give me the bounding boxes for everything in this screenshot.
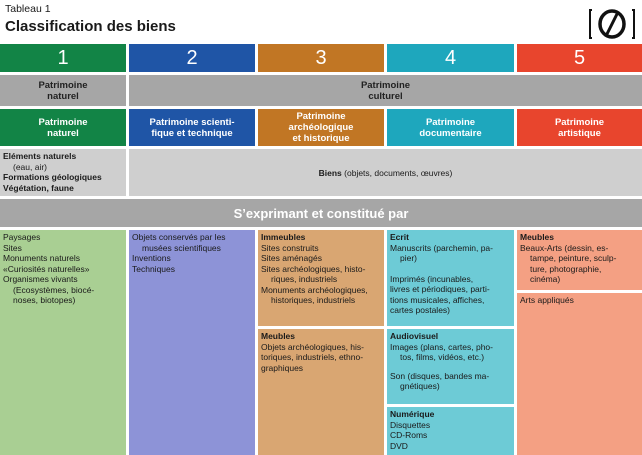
column-1-content [0, 230, 126, 455]
list-item: Objets conservés par les [132, 232, 226, 242]
expression-banner: S’exprimant et constitué par [0, 199, 642, 227]
list-item: pier) [400, 253, 418, 263]
section-title: Audiovisuel [390, 331, 439, 341]
elements-line: Végétation, faune [3, 182, 74, 193]
logo [589, 8, 635, 40]
list-item: toriques, industriels, ethno- [261, 352, 364, 362]
section-title: Immeubles [261, 232, 306, 242]
column-1-number: 1 [0, 44, 126, 72]
column-4-numerique [387, 407, 514, 455]
category-scientifique: Patrimoine scienti- fique et technique [129, 109, 255, 146]
column-4-ecrit [387, 230, 514, 326]
list-item: Beaux-Arts (dessin, es- [520, 242, 609, 253]
list-item: Sites archéologiques, histo- [261, 263, 366, 274]
elements-line: Eléments naturels [3, 151, 77, 161]
list-item: «Curiosités naturelles» [3, 263, 90, 274]
list-item: graphiques [261, 362, 304, 373]
column-3-immeubles [258, 230, 384, 326]
patrimoine-culturel-header: Patrimoine culturel [129, 75, 642, 106]
category-naturel: Patrimoine naturel [0, 109, 126, 146]
section-title: Ecrit [390, 232, 409, 242]
list-item: historiques, industriels [271, 295, 356, 305]
column-2-content [129, 230, 255, 455]
list-item: Sites aménagés [261, 253, 322, 263]
list-item: Manuscrits (parchemin, pa- [390, 242, 493, 253]
list-item: Objets archéologiques, his- [261, 341, 365, 352]
list-item: Sites [3, 242, 22, 253]
list-item: noses, biotopes) [13, 295, 76, 305]
list-item: Inventions [132, 253, 171, 263]
logo-mark-icon [589, 8, 635, 40]
list-item: Images (plans, cartes, pho- [390, 341, 493, 352]
list-item: cartes postales) [390, 305, 450, 315]
category-artistique: Patrimoine artistique [517, 109, 642, 146]
column-3-meubles [258, 329, 384, 455]
list-item: tampe, peinture, sculp- [530, 253, 617, 263]
list-item: Organismes vivants [3, 274, 78, 284]
list-item: Paysages [3, 232, 41, 242]
list-item: cinéma) [530, 274, 561, 284]
category-documentaire: Patrimoine documentaire [387, 109, 514, 146]
list-item: gnétiques) [400, 381, 440, 391]
column-4-number: 4 [387, 44, 514, 72]
category-archeologique: Patrimoine archéologique et historique [258, 109, 384, 146]
column-5-arts-appliques [517, 293, 642, 455]
column-2-number: 2 [129, 44, 255, 72]
list-item: Monuments archéologiques, [261, 284, 368, 295]
list-item: Imprimés (incunables, [390, 273, 474, 284]
list-item: Arts appliqués [520, 295, 574, 305]
column-5-number: 5 [517, 44, 642, 72]
list-item: CD-Roms [390, 430, 428, 440]
list-item: Son (disques, bandes ma- [390, 370, 490, 381]
section-title: Meubles [261, 331, 296, 341]
list-item: tions musicales, affiches, [390, 294, 485, 305]
page-title: Classification des biens [5, 18, 176, 35]
elements-line: Formations géologiques [3, 172, 102, 182]
section-title: Meubles [520, 232, 555, 242]
list-item: Techniques [132, 263, 176, 274]
list-item: tos, films, vidéos, etc.) [400, 352, 485, 362]
list-item: DVD [390, 440, 408, 451]
patrimoine-naturel-header: Patrimoine naturel [0, 75, 126, 106]
column-4-audiovisuel [387, 329, 514, 404]
table-label: Tableau 1 [5, 3, 51, 15]
elements-naturels-cell [0, 149, 126, 196]
list-item: Disquettes [390, 419, 431, 430]
list-item: (Ecosystèmes, biocé- [13, 284, 95, 295]
biens-cell [129, 149, 642, 196]
elements-line: (eau, air) [13, 161, 48, 172]
column-5-meubles [517, 230, 642, 290]
list-item: musées scientifiques [142, 242, 221, 253]
list-item: Monuments naturels [3, 253, 81, 263]
list-item: ture, photographie, [530, 263, 602, 274]
list-item: livres et périodiques, parti- [390, 284, 490, 294]
biens-description: (objets, documents, œuvres) [341, 167, 453, 178]
list-item: Sites construits [261, 242, 319, 253]
section-title: Numérique [390, 409, 435, 419]
column-3-number: 3 [258, 44, 384, 72]
biens-label: Biens [318, 167, 342, 178]
list-item: riques, industriels [271, 274, 338, 284]
